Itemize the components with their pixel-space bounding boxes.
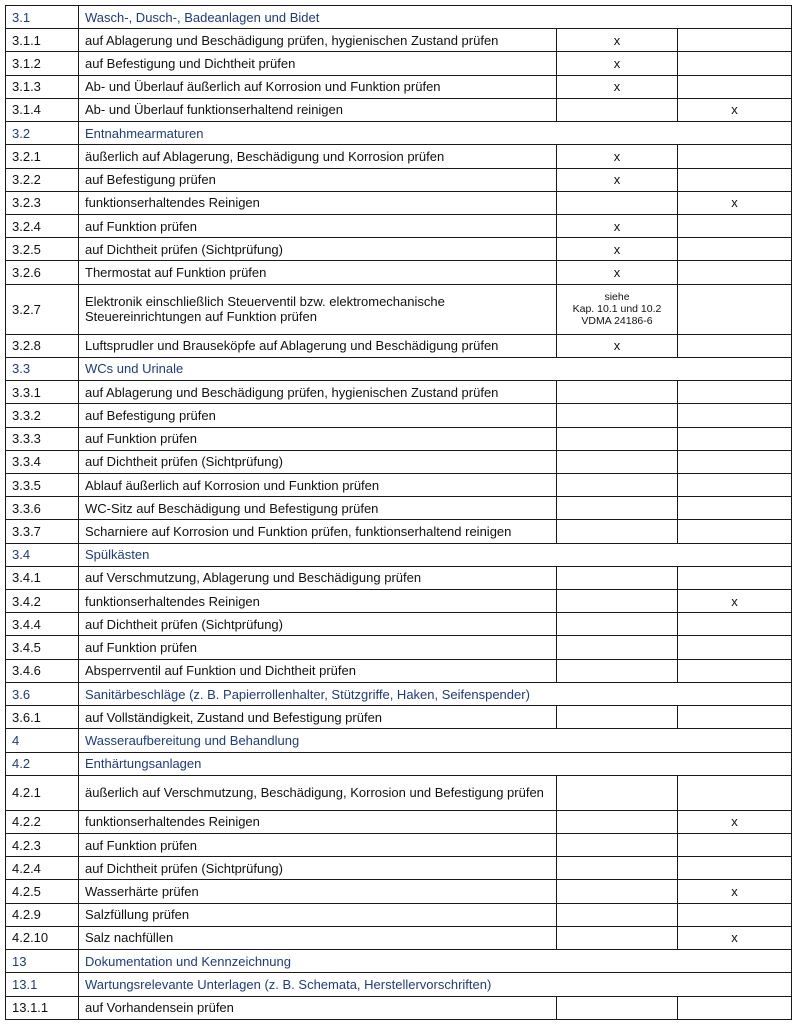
table-row [6, 810, 792, 833]
interval-mark-cell [678, 659, 792, 682]
item-number: 3.2.8 [6, 334, 79, 357]
item-number: 3.3.6 [6, 497, 79, 520]
interval-mark-cell [678, 29, 792, 52]
interval-mark-cell [557, 497, 678, 520]
table-row [6, 29, 792, 52]
interval-mark-cell [678, 473, 792, 496]
interval-mark-cell [678, 775, 792, 810]
item-description: auf Verschmutzung, Ablagerung und Beschädigung prüfen [79, 566, 557, 589]
interval-mark-cell [557, 590, 678, 613]
interval-mark-cell [557, 659, 678, 682]
table-row [6, 566, 792, 589]
section-number: 3.6 [6, 682, 79, 705]
interval-mark-cell [557, 775, 678, 810]
interval-mark-cell [678, 145, 792, 168]
section-header-row [6, 682, 792, 705]
table-row [6, 926, 792, 949]
interval-mark-cell [678, 404, 792, 427]
table-row [6, 238, 792, 261]
item-number: 4.2.9 [6, 903, 79, 926]
interval-mark-cell [678, 168, 792, 191]
table-row [6, 214, 792, 237]
item-description: Ablauf äußerlich auf Korrosion und Funktion prüfen [79, 473, 557, 496]
table-row [6, 381, 792, 404]
item-description: auf Befestigung prüfen [79, 404, 557, 427]
interval-mark-cell [557, 191, 678, 214]
item-number: 3.4.6 [6, 659, 79, 682]
section-header-row [6, 973, 792, 996]
table-row [6, 334, 792, 357]
item-description: auf Funktion prüfen [79, 834, 557, 857]
item-number: 3.4.1 [6, 566, 79, 589]
interval-mark-cell [557, 810, 678, 833]
interval-mark-cell [557, 381, 678, 404]
interval-mark-cell [557, 613, 678, 636]
interval-mark-cell [678, 52, 792, 75]
item-description: äußerlich auf Verschmutzung, Beschädigung, Korrosion und Befestigung prüfen [79, 775, 557, 810]
maintenance-table-container [5, 5, 792, 1020]
item-description: auf Befestigung prüfen [79, 168, 557, 191]
section-title: Wasch-, Dusch-, Badeanlagen und Bidet [79, 6, 792, 29]
interval-mark-cell [678, 613, 792, 636]
item-description: Scharniere auf Korrosion und Funktion prüfen, funktionserhaltend reinigen [79, 520, 557, 543]
interval-mark-cell [678, 706, 792, 729]
table-row [6, 98, 792, 121]
interval-mark-cell: x [557, 261, 678, 284]
section-number: 3.1 [6, 6, 79, 29]
interval-mark-cell [557, 834, 678, 857]
interval-mark-cell [557, 996, 678, 1019]
item-number: 4.2.1 [6, 775, 79, 810]
item-description: Thermostat auf Funktion prüfen [79, 261, 557, 284]
item-number: 3.4.5 [6, 636, 79, 659]
interval-mark-cell: x [557, 75, 678, 98]
section-title: Wartungsrelevante Unterlagen (z. B. Schemata, Herstellervorschriften) [79, 973, 792, 996]
item-number: 3.1.4 [6, 98, 79, 121]
section-number: 4.2 [6, 752, 79, 775]
section-number: 3.2 [6, 122, 79, 145]
item-description: funktionserhaltendes Reinigen [79, 590, 557, 613]
section-title: Sanitärbeschläge (z. B. Papierrollenhalter, Stützgriffe, Haken, Seifenspender) [79, 682, 792, 705]
interval-mark-cell [678, 636, 792, 659]
interval-mark-cell: x [557, 145, 678, 168]
reference-note-cell [557, 284, 678, 334]
table-row [6, 857, 792, 880]
interval-mark-cell [678, 903, 792, 926]
interval-mark-cell [678, 334, 792, 357]
section-title: Entnahmearmaturen [79, 122, 792, 145]
item-description: auf Funktion prüfen [79, 427, 557, 450]
item-number: 4.2.5 [6, 880, 79, 903]
interval-mark-cell: x [557, 52, 678, 75]
interval-mark-cell [678, 857, 792, 880]
item-number: 3.1.1 [6, 29, 79, 52]
table-row [6, 473, 792, 496]
table-row [6, 590, 792, 613]
item-description: Salz nachfüllen [79, 926, 557, 949]
interval-mark-cell: x [678, 590, 792, 613]
item-number: 3.3.3 [6, 427, 79, 450]
item-number: 4.2.10 [6, 926, 79, 949]
item-number: 3.2.7 [6, 284, 79, 334]
reference-note-line: Kap. 10.1 und 10.2 [572, 303, 662, 316]
item-number: 3.3.2 [6, 404, 79, 427]
item-number: 3.2.3 [6, 191, 79, 214]
item-description: auf Dichtheit prüfen (Sichtprüfung) [79, 238, 557, 261]
interval-mark-cell [678, 75, 792, 98]
item-number: 3.1.2 [6, 52, 79, 75]
item-number: 3.3.7 [6, 520, 79, 543]
interval-mark-cell [678, 996, 792, 1019]
table-row [6, 659, 792, 682]
section-header-row [6, 6, 792, 29]
interval-mark-cell [557, 926, 678, 949]
table-row [6, 880, 792, 903]
section-header-row [6, 752, 792, 775]
interval-mark-cell [557, 636, 678, 659]
maintenance-checklist-table [5, 5, 792, 1020]
table-row [6, 75, 792, 98]
section-number: 3.4 [6, 543, 79, 566]
table-row [6, 613, 792, 636]
item-description: auf Dichtheit prüfen (Sichtprüfung) [79, 613, 557, 636]
item-number: 3.1.3 [6, 75, 79, 98]
section-title: Enthärtungsanlagen [79, 752, 792, 775]
table-row [6, 168, 792, 191]
interval-mark-cell [557, 98, 678, 121]
table-row [6, 52, 792, 75]
interval-mark-cell [678, 497, 792, 520]
table-row [6, 636, 792, 659]
reference-note-line: VDMA 24186-6 [581, 315, 653, 328]
item-number: 4.2.2 [6, 810, 79, 833]
interval-mark-cell [678, 284, 792, 334]
section-number: 13 [6, 950, 79, 973]
table-row [6, 404, 792, 427]
interval-mark-cell [557, 404, 678, 427]
table-row [6, 145, 792, 168]
interval-mark-cell [557, 520, 678, 543]
item-description: auf Ablagerung und Beschädigung prüfen, hygienischen Zustand prüfen [79, 381, 557, 404]
item-description: auf Ablagerung und Beschädigung prüfen, hygienischen Zustand prüfen [79, 29, 557, 52]
table-row [6, 191, 792, 214]
table-row [6, 284, 792, 334]
interval-mark-cell [557, 880, 678, 903]
section-number: 13.1 [6, 973, 79, 996]
table-row [6, 834, 792, 857]
item-description: auf Dichtheit prüfen (Sichtprüfung) [79, 450, 557, 473]
interval-mark-cell [678, 834, 792, 857]
interval-mark-cell: x [678, 880, 792, 903]
item-number: 3.2.5 [6, 238, 79, 261]
section-header-row [6, 122, 792, 145]
item-description: auf Vorhandensein prüfen [79, 996, 557, 1019]
table-row [6, 427, 792, 450]
section-title: Wasseraufbereitung und Behandlung [79, 729, 792, 752]
table-row [6, 996, 792, 1019]
section-header-row [6, 729, 792, 752]
interval-mark-cell: x [678, 810, 792, 833]
interval-mark-cell: x [557, 238, 678, 261]
item-number: 3.4.4 [6, 613, 79, 636]
table-row [6, 450, 792, 473]
interval-mark-cell: x [678, 191, 792, 214]
item-description: WC-Sitz auf Beschädigung und Befestigung prüfen [79, 497, 557, 520]
interval-mark-cell [678, 450, 792, 473]
interval-mark-cell [678, 214, 792, 237]
item-description: Salzfüllung prüfen [79, 903, 557, 926]
item-description: auf Befestigung und Dichtheit prüfen [79, 52, 557, 75]
section-title: Spülkästen [79, 543, 792, 566]
table-body [6, 6, 792, 1020]
section-header-row [6, 543, 792, 566]
item-description: auf Funktion prüfen [79, 636, 557, 659]
item-number: 3.6.1 [6, 706, 79, 729]
item-description: Absperrventil auf Funktion und Dichtheit prüfen [79, 659, 557, 682]
table-row [6, 903, 792, 926]
interval-mark-cell [557, 473, 678, 496]
interval-mark-cell [678, 427, 792, 450]
section-header-row [6, 950, 792, 973]
table-row [6, 706, 792, 729]
item-number: 3.4.2 [6, 590, 79, 613]
item-number: 4.2.4 [6, 857, 79, 880]
item-description: Luftsprudler und Brauseköpfe auf Ablagerung und Beschädigung prüfen [79, 334, 557, 357]
item-description: auf Funktion prüfen [79, 214, 557, 237]
item-description: Elektronik einschließlich Steuerventil bzw. elektromechanische Steuereinrichtungen auf Funktion prüfen [79, 284, 557, 334]
item-description: Wasserhärte prüfen [79, 880, 557, 903]
item-number: 3.2.4 [6, 214, 79, 237]
item-number: 3.2.2 [6, 168, 79, 191]
section-title: WCs und Urinale [79, 357, 792, 380]
interval-mark-cell: x [557, 29, 678, 52]
interval-mark-cell: x [557, 168, 678, 191]
section-number: 3.3 [6, 357, 79, 380]
item-number: 3.3.1 [6, 381, 79, 404]
item-number: 3.3.5 [6, 473, 79, 496]
table-row [6, 497, 792, 520]
item-number: 3.2.6 [6, 261, 79, 284]
interval-mark-cell [557, 566, 678, 589]
item-description: auf Vollständigkeit, Zustand und Befestigung prüfen [79, 706, 557, 729]
table-row [6, 520, 792, 543]
interval-mark-cell [678, 261, 792, 284]
interval-mark-cell [557, 427, 678, 450]
item-description: äußerlich auf Ablagerung, Beschädigung und Korrosion prüfen [79, 145, 557, 168]
interval-mark-cell [678, 566, 792, 589]
item-number: 4.2.3 [6, 834, 79, 857]
interval-mark-cell [557, 706, 678, 729]
item-number: 3.2.1 [6, 145, 79, 168]
interval-mark-cell: x [557, 334, 678, 357]
interval-mark-cell [678, 238, 792, 261]
interval-mark-cell [557, 903, 678, 926]
item-description: funktionserhaltendes Reinigen [79, 191, 557, 214]
item-description: Ab- und Überlauf äußerlich auf Korrosion und Funktion prüfen [79, 75, 557, 98]
item-description: Ab- und Überlauf funktionserhaltend reinigen [79, 98, 557, 121]
section-header-row [6, 357, 792, 380]
item-number: 13.1.1 [6, 996, 79, 1019]
item-description: funktionserhaltendes Reinigen [79, 810, 557, 833]
table-row [6, 775, 792, 810]
interval-mark-cell: x [678, 98, 792, 121]
interval-mark-cell [678, 381, 792, 404]
interval-mark-cell [678, 520, 792, 543]
table-row [6, 261, 792, 284]
item-number: 3.3.4 [6, 450, 79, 473]
reference-note-line: siehe [604, 291, 630, 304]
interval-mark-cell: x [557, 214, 678, 237]
interval-mark-cell [557, 450, 678, 473]
item-description: auf Dichtheit prüfen (Sichtprüfung) [79, 857, 557, 880]
interval-mark-cell [557, 857, 678, 880]
interval-mark-cell: x [678, 926, 792, 949]
section-title: Dokumentation und Kennzeichnung [79, 950, 792, 973]
section-number: 4 [6, 729, 79, 752]
